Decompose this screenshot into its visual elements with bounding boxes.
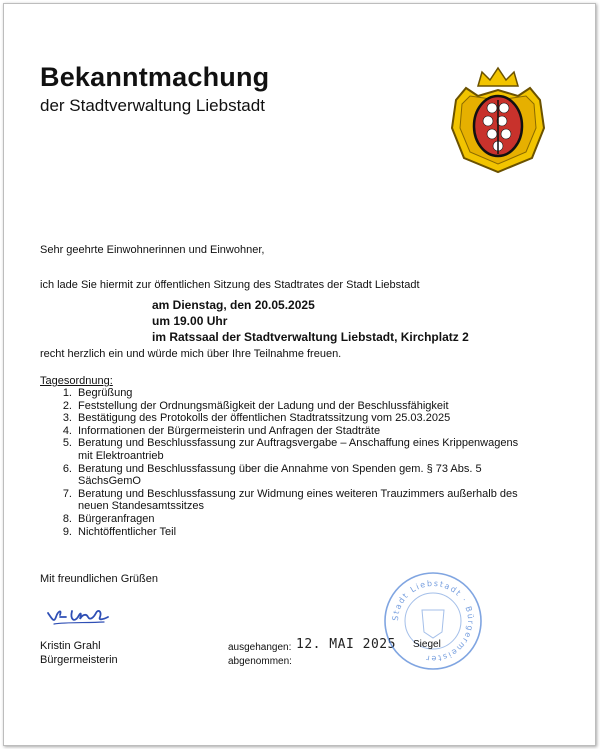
- signer-role: Bürgermeisterin: [40, 654, 118, 666]
- official-seal-icon: [378, 566, 488, 676]
- posted-date-stamp: 12. MAI 2025: [296, 637, 396, 652]
- posted-label: ausgehangen:: [228, 642, 292, 653]
- agenda-item: [58, 425, 558, 438]
- agenda-item: [58, 412, 558, 425]
- agenda-item-number: 7.: [62, 487, 72, 500]
- meeting-location: im Ratssaal der Stadtverwaltung Liebstadt, Kirchplatz 2: [152, 330, 469, 344]
- agenda-item-number: 9.: [62, 525, 72, 538]
- agenda-item-text: Bestätigung des Protokolls der öffentlichen Stadtratssitzung vom 25.03.2025: [78, 412, 451, 425]
- agenda-item: [58, 463, 558, 488]
- agenda-item-number: 5.: [62, 437, 72, 450]
- signer-name: Kristin Grahl: [40, 640, 101, 652]
- meeting-time: um 19.00 Uhr: [152, 314, 228, 328]
- agenda-item-text: neuen Standesamtssitzes: [78, 500, 204, 513]
- coat-of-arms-icon: [448, 66, 548, 174]
- agenda-item: [58, 387, 558, 400]
- seal-label: Siegel: [413, 639, 441, 650]
- closing-greeting: Mit freundlichen Grüßen: [40, 573, 158, 585]
- agenda-item-text: Beratung und Beschlussfassung zur Auftragsvergabe – Anschaffung eines Krippenwagens: [78, 437, 519, 450]
- agenda-item-number: 3.: [62, 412, 72, 425]
- agenda-item: [58, 513, 558, 526]
- signature-icon: [46, 605, 110, 627]
- agenda-item-text: Beratung und Beschlussfassung über die Annahme von Spenden gem. § 73 Abs. 5: [78, 462, 482, 475]
- closing-text: recht herzlich ein und würde mich über Ihre Teilnahme freuen.: [40, 348, 342, 360]
- agenda-item-text: Feststellung der Ordnungsmäßigkeit der Ladung und der Beschlussfähigkeit: [78, 399, 449, 412]
- removed-label: abgenommen:: [228, 656, 292, 667]
- agenda-list: [58, 387, 558, 538]
- agenda-item: [58, 437, 558, 462]
- agenda-item-text: Nichtöffentlicher Teil: [78, 525, 177, 538]
- agenda-heading: Tagesordnung:: [40, 375, 113, 387]
- salutation: Sehr geehrte Einwohnerinnen und Einwohner,: [40, 244, 265, 256]
- agenda-item-number: 2.: [62, 399, 72, 412]
- agenda-item: [58, 488, 558, 513]
- agenda-item-number: 4.: [62, 424, 72, 437]
- agenda-item-text: Begrüßung: [78, 387, 133, 399]
- agenda-item: [58, 526, 558, 539]
- document-title: Bekanntmachung: [40, 62, 270, 92]
- agenda-item: [58, 400, 558, 413]
- agenda-item-number: 1.: [62, 387, 72, 399]
- agenda-item-text: Beratung und Beschlussfassung zur Widmung eines weiteren Trauzimmers außerhalb des: [78, 487, 518, 500]
- agenda-item-text: SächsGemO: [78, 475, 141, 488]
- agenda-item-text: Bürgeranfragen: [78, 512, 155, 525]
- invitation-text: ich lade Sie hiermit zur öffentlichen Sitzung des Stadtrates der Stadt Liebstadt: [40, 279, 420, 291]
- meeting-date: am Dienstag, den 20.05.2025: [152, 298, 315, 312]
- agenda-item-number: 6.: [62, 462, 72, 475]
- agenda-item-text: mit Elektroantrieb: [78, 449, 164, 462]
- document-subtitle: der Stadtverwaltung Liebstadt: [40, 96, 265, 115]
- seal-text: Stadt Liebstadt · Bürgermeister: [390, 578, 476, 664]
- agenda-item-text: Informationen der Bürgermeisterin und Anfragen der Stadträte: [78, 424, 381, 437]
- agenda-item-number: 8.: [62, 512, 72, 525]
